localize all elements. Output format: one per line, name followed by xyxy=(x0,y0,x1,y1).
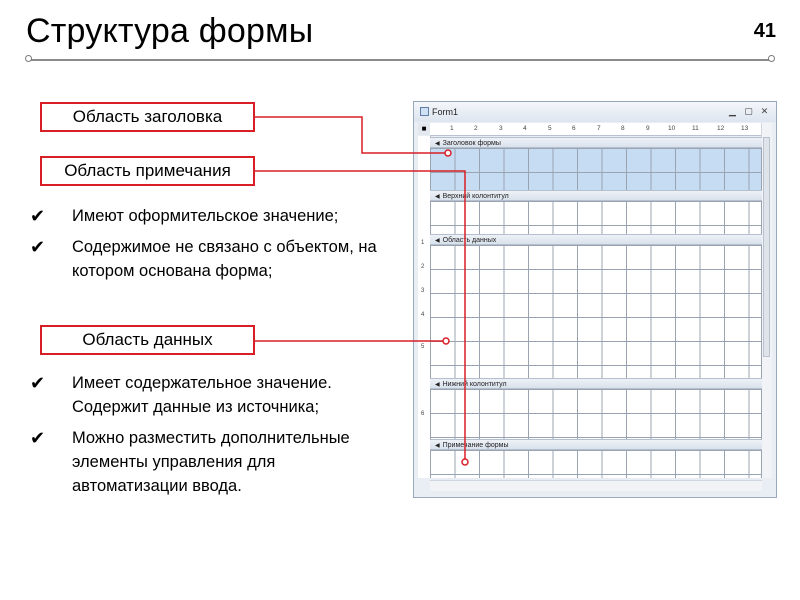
divider-right-dot xyxy=(768,55,775,62)
section-bar-page-header[interactable] xyxy=(430,190,762,201)
form-design-window xyxy=(413,101,777,498)
section-arrow-icon: ◀ xyxy=(435,141,440,147)
section-label: Примечание формы xyxy=(442,442,509,449)
ruler-tick-label: 6 xyxy=(421,411,425,417)
bullet-item xyxy=(30,371,392,419)
section-bar-form-header[interactable] xyxy=(430,137,762,148)
section-bar-page-footer[interactable] xyxy=(430,378,762,389)
section-arrow-icon: ◀ xyxy=(435,194,440,200)
ruler-tick-label: 5 xyxy=(548,125,552,132)
ruler-tick-label: 5 xyxy=(421,344,425,350)
window-titlebar xyxy=(414,102,776,122)
slide-title: Структура формы xyxy=(26,12,314,50)
label-note-area: Область примечания xyxy=(40,156,255,186)
close-icon[interactable]: ✕ xyxy=(760,106,769,116)
ruler-tick-label: 2 xyxy=(421,264,425,270)
bullet-text: Содержимое не связано с объектом, на котором основана форма; xyxy=(72,238,377,280)
section-arrow-icon: ◀ xyxy=(435,382,440,388)
ruler-tick-label: 3 xyxy=(499,125,503,132)
section-label: Нижний колонтитул xyxy=(442,381,507,388)
label-header-area: Область заголовка xyxy=(40,102,255,132)
ruler-tick-label: 7 xyxy=(597,125,601,132)
page-footer-grid[interactable] xyxy=(430,389,762,439)
checkmark-icon: ✔ xyxy=(30,237,46,257)
section-bar-form-footer[interactable] xyxy=(430,439,762,450)
ruler-tick-label: 1 xyxy=(450,125,454,132)
restore-icon[interactable]: ▢ xyxy=(744,106,753,116)
ruler-tick-label: 10 xyxy=(668,125,676,132)
scrollbar-thumb[interactable] xyxy=(763,137,770,357)
ruler-tick-label: 8 xyxy=(621,125,625,132)
divider-left-dot xyxy=(25,55,32,62)
section-label: Заголовок формы xyxy=(442,140,501,147)
page-header-grid[interactable] xyxy=(430,201,762,234)
bullet-item xyxy=(30,426,392,498)
ruler-tick-label: 1 xyxy=(421,240,425,246)
ruler-tick-label: 13 xyxy=(741,125,749,132)
ruler-tick-label: 2 xyxy=(474,125,478,132)
form-selector[interactable]: ■ xyxy=(418,123,430,135)
bullet-text: Можно разместить дополнительные элементы управления для автоматизации ввода. xyxy=(72,429,350,495)
bullet-item xyxy=(30,235,402,283)
section-arrow-icon: ◀ xyxy=(435,443,440,449)
ruler-tick-label: 9 xyxy=(646,125,650,132)
horizontal-ruler xyxy=(430,123,762,136)
ruler-tick-label: 12 xyxy=(717,125,725,132)
checkmark-icon: ✔ xyxy=(30,428,46,448)
window-title: Form1 xyxy=(432,107,459,117)
vertical-scrollbar[interactable] xyxy=(761,123,772,478)
bullet-item xyxy=(30,204,402,228)
label-data-area: Область данных xyxy=(40,325,255,355)
bullet-list-decorative xyxy=(30,204,402,290)
form-footer-grid[interactable] xyxy=(430,450,762,478)
detail-grid[interactable] xyxy=(430,245,762,378)
form-icon xyxy=(420,107,429,116)
form-header-grid[interactable] xyxy=(430,148,762,190)
ruler-tick-label: 4 xyxy=(523,125,527,132)
ruler-tick-label: 6 xyxy=(572,125,576,132)
bullet-text: Имеют оформительское значение; xyxy=(72,207,339,225)
ruler-tick-label: 11 xyxy=(692,125,699,132)
section-label: Область данных xyxy=(442,237,497,244)
ruler-tick-label: 3 xyxy=(421,288,425,294)
slide-number: 41 xyxy=(753,20,776,42)
bullet-list-data xyxy=(30,371,392,505)
section-arrow-icon: ◀ xyxy=(435,238,440,244)
horizontal-scrollbar[interactable] xyxy=(430,480,762,491)
title-divider xyxy=(28,59,772,61)
ruler-tick-label: 4 xyxy=(421,312,425,318)
minimize-icon[interactable]: ▁ xyxy=(729,106,736,116)
bullet-text: Имеет содержательное значение. Содержит данные из источника; xyxy=(72,374,332,416)
section-label: Верхний колонтитул xyxy=(442,193,509,200)
checkmark-icon: ✔ xyxy=(30,206,46,226)
checkmark-icon: ✔ xyxy=(30,373,46,393)
section-bar-detail[interactable] xyxy=(430,234,762,245)
